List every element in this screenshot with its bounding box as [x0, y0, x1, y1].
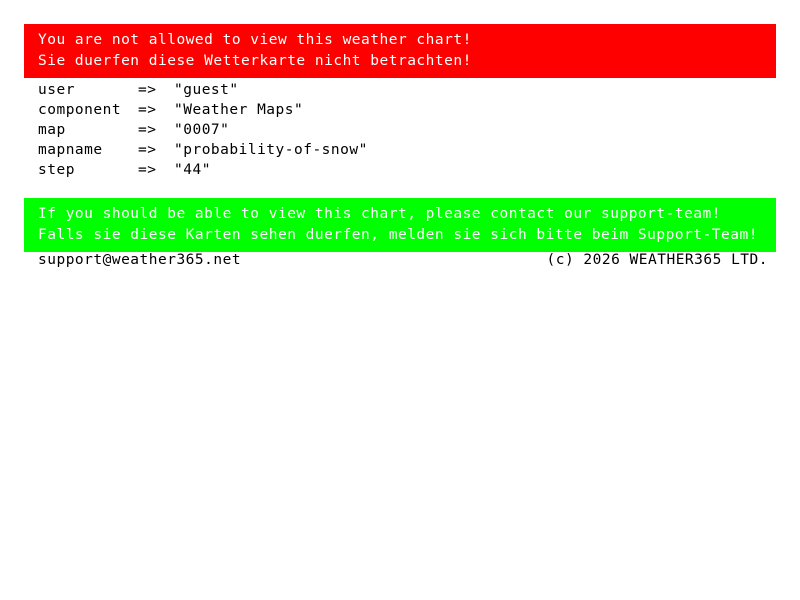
- parameter-key: map: [38, 122, 66, 138]
- parameter-key: step: [38, 162, 75, 178]
- parameter-row-component: [38, 100, 368, 120]
- parameter-value: "0007": [174, 122, 230, 138]
- copyright-text: (c) 2026 WEATHER365 LTD.: [546, 252, 768, 268]
- parameter-arrow: =>: [138, 162, 157, 178]
- error-banner-line-en: You are not allowed to view this weather chart!: [38, 32, 472, 48]
- parameter-value: "probability-of-snow": [174, 142, 368, 158]
- parameter-arrow: =>: [138, 142, 157, 158]
- parameter-key: component: [38, 102, 122, 118]
- parameter-arrow: =>: [138, 82, 157, 98]
- support-email-link[interactable]: support@weather365.net: [38, 252, 242, 268]
- parameter-value: "44": [174, 162, 211, 178]
- parameter-key: mapname: [38, 142, 103, 158]
- error-banner-line-de: Sie duerfen diese Wetterkarte nicht betrachten!: [38, 53, 472, 69]
- info-banner-line-en: If you should be able to view this chart, please contact our support-team!: [38, 206, 722, 222]
- parameter-row-mapname: [38, 140, 368, 160]
- error-banner: [24, 24, 776, 78]
- parameter-arrow: =>: [138, 102, 157, 118]
- parameter-list: [38, 80, 368, 180]
- parameter-row-map: [38, 120, 368, 140]
- parameter-row-step: [38, 160, 368, 180]
- parameter-key: user: [38, 82, 75, 98]
- parameter-value: "guest": [174, 82, 239, 98]
- info-banner-line-de: Falls sie diese Karten sehen duerfen, melden sie sich bitte beim Support-Team!: [38, 227, 758, 243]
- footer: [38, 250, 768, 270]
- parameter-value: "Weather Maps": [174, 102, 304, 118]
- parameter-arrow: =>: [138, 122, 157, 138]
- parameter-row-user: [38, 80, 368, 100]
- info-banner: [24, 198, 776, 252]
